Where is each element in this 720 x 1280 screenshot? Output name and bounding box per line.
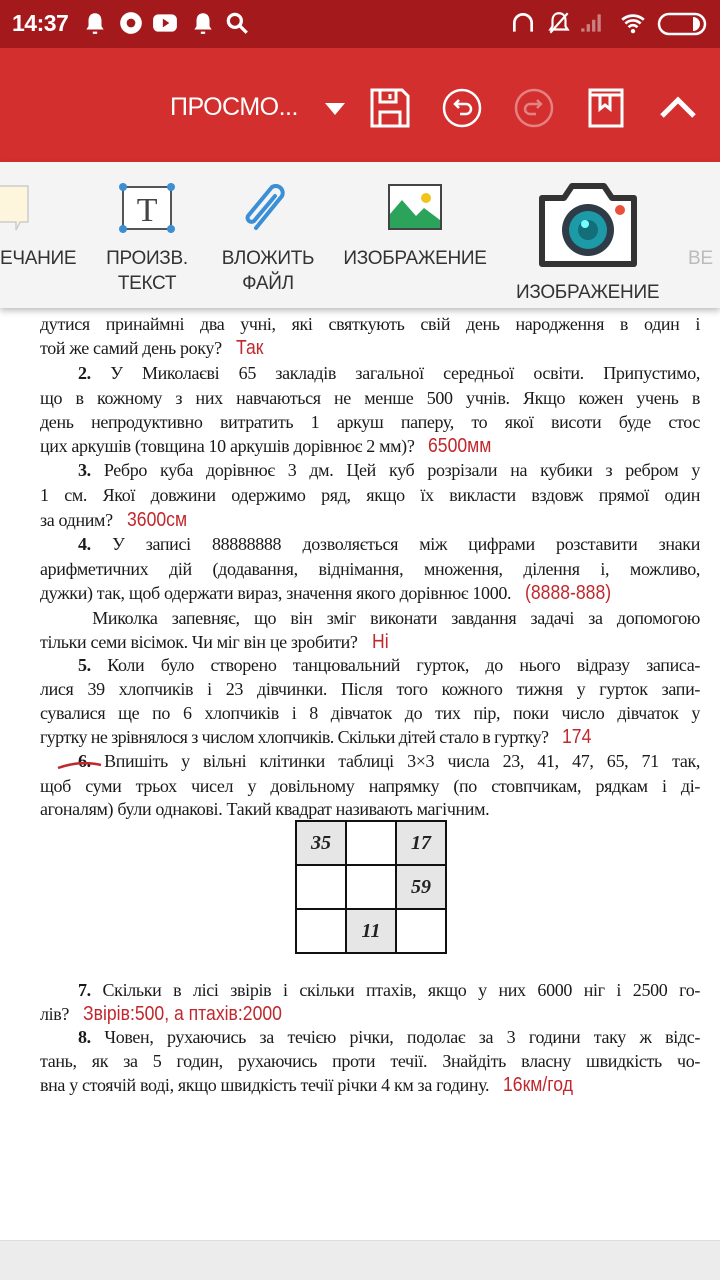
svg-text:T: T xyxy=(136,192,158,229)
text-line xyxy=(40,336,700,360)
bookmark-book-icon[interactable] xyxy=(584,86,628,130)
line-text: сувалися ще по 6 хлопчиків і 8 дівчаток до тих пір, поки число дівчаток у xyxy=(40,703,700,723)
line-text: дужки) так, щоб одержати вираз, значення якого дорівнює 1000. xyxy=(40,583,512,603)
tool-label: ИЗОБРАЖЕНИЕ xyxy=(343,248,487,269)
text-line xyxy=(40,606,700,630)
line-text: гуртку не зрівнялося з числом хлопчиків. Скільки дітей стало в гуртку? xyxy=(40,727,549,747)
handwritten-answer: Ні xyxy=(371,631,389,653)
line-text: Коли було створено танцювальний гурток, до нього відразу записа- xyxy=(90,655,700,675)
text-line xyxy=(40,1002,700,1026)
text-line xyxy=(40,508,700,532)
clock: 14:37 xyxy=(12,10,69,36)
bottom-bar xyxy=(0,1240,720,1280)
status-bar xyxy=(0,0,720,48)
redo-icon[interactable] xyxy=(512,86,556,130)
note-icon xyxy=(0,184,30,234)
problem-number: 3. xyxy=(78,460,91,480)
mode-dropdown-label: ПРОСМО... xyxy=(170,93,298,121)
tool-label: ЕЧАНИЕ xyxy=(0,248,77,269)
line-text: арифметичних дій (додавання, віднімання, множення, ділення і, можливо, xyxy=(40,559,700,579)
magic-square-row xyxy=(296,909,446,953)
alarm-icon xyxy=(190,10,216,36)
magic-square-cell xyxy=(346,821,396,865)
line-text: цих аркушів (товщина 10 аркушів дорівнює 2 мм)? xyxy=(40,436,415,456)
line-text: Миколка запевняє, що він зміг виконати завдання задачі за допомогою xyxy=(92,608,700,628)
tool-camera-image[interactable] xyxy=(510,162,660,308)
problem-number xyxy=(78,608,92,628)
app-toolbar xyxy=(0,48,720,162)
problem-number: 8. xyxy=(78,1027,91,1047)
signal-icon xyxy=(578,10,604,36)
line-text: дутися принаймні два учні, які святкують свій день народження в один і xyxy=(40,314,700,334)
line-text: вна у стоячій воді, якщо швидкість течії річки 4 км за годину. xyxy=(40,1075,490,1095)
text-line xyxy=(40,532,700,556)
line-text: 1 см. Якої довжини одержимо ряд, якщо їх викласти вздовж прямої один xyxy=(40,485,700,505)
line-text: агоналям) були однакові. Такий квадрат називають магічним. xyxy=(40,799,490,819)
annotation-tool-panel xyxy=(0,162,720,308)
magic-square-cell: 17 xyxy=(396,821,446,865)
problem-number: 5. xyxy=(78,655,91,675)
text-line xyxy=(40,1025,700,1049)
tool-image[interactable] xyxy=(340,162,490,308)
problem-number: 4. xyxy=(78,534,91,554)
text-line xyxy=(40,1049,700,1073)
headphones-icon xyxy=(510,10,536,36)
text-line xyxy=(40,701,700,725)
line-text: Впишіть у вільні клітинки таблиці 3×3 числа 23, 41, 47, 65, 71 так, xyxy=(90,751,700,771)
line-text: той же самий день року? xyxy=(40,338,222,358)
red-underline-mark xyxy=(55,758,105,772)
magic-square-row xyxy=(296,821,446,865)
magic-square-table xyxy=(295,820,447,954)
text-line xyxy=(40,725,700,749)
text-line xyxy=(40,581,700,605)
magic-square-cell xyxy=(346,865,396,909)
tool-label: ВЛОЖИТЬ ФАЙЛ xyxy=(221,248,315,294)
text-line xyxy=(40,386,700,410)
collapse-chevron-up-icon[interactable] xyxy=(656,86,700,130)
image-icon xyxy=(388,184,442,230)
line-text: тільки семи вісімок. Чи міг він це зробити? xyxy=(40,632,358,652)
paperclip-icon xyxy=(242,184,292,236)
line-text: за одним? xyxy=(40,510,113,530)
youtube-icon xyxy=(152,10,178,36)
handwritten-answer: 16км/год xyxy=(503,1074,574,1096)
text-line xyxy=(40,458,700,482)
tool-freetext[interactable] xyxy=(98,162,196,308)
handwritten-answer: 174 xyxy=(562,726,592,748)
line-text: Скільки в лісі звірів і скільки птахів, якщо у них 6000 ніг і 2500 го- xyxy=(90,980,700,1000)
handwritten-answer: 6500мм xyxy=(428,435,492,457)
text-line xyxy=(40,361,700,385)
tool-label: ИЗОБРАЖЕНИЕ xyxy=(516,282,660,303)
wifi-icon xyxy=(620,10,646,36)
line-text: Човен, рухаючись за течією річки, подолає за 3 години таку ж відс- xyxy=(90,1027,700,1047)
text-line xyxy=(40,1073,700,1097)
text-line xyxy=(40,312,700,336)
line-text: У Миколаєві 65 закладів загальної середньої освіти. Припустимо, xyxy=(90,363,700,383)
handwritten-answer: Звірів:500, а птахів:2000 xyxy=(83,1003,283,1025)
tool-label: ПРОИЗВ. ТЕКСТ xyxy=(106,248,188,294)
alarm-icon xyxy=(82,10,108,36)
dropdown-arrow-icon xyxy=(324,102,346,116)
text-line xyxy=(40,677,700,701)
tool-note[interactable] xyxy=(0,162,90,308)
text-line xyxy=(40,978,700,1002)
search-icon xyxy=(224,10,250,36)
magic-square-cell: 11 xyxy=(346,909,396,953)
magic-square-cell xyxy=(296,865,346,909)
line-text: день непродуктивно витратить 1 аркуш паперу, то якої висоти буде стос xyxy=(40,412,700,432)
battery-icon xyxy=(657,12,707,36)
problem-number: 7. xyxy=(78,980,91,1000)
text-box-icon xyxy=(118,182,176,234)
line-text: У записі 88888888 дозволяється між цифрами розставити знаки xyxy=(90,534,700,554)
text-line xyxy=(40,410,700,434)
line-text: щоб суми трьох чисел у довільному напрямку (по стовпчикам, рядкам і ді- xyxy=(40,776,700,796)
tool-attach-file[interactable] xyxy=(214,162,322,308)
line-text: Ребро куба дорівнює 3 дм. Цей куб розрізали на кубики з ребром у xyxy=(90,460,700,480)
magic-square-cell xyxy=(396,909,446,953)
magic-square-cell: 59 xyxy=(396,865,446,909)
tool-partial[interactable] xyxy=(688,162,720,308)
save-icon[interactable] xyxy=(368,86,412,130)
text-line xyxy=(40,483,700,507)
tool-label: ВЕ xyxy=(688,248,713,269)
line-text: тань, як за 5 годин, рухаючись проти течії. Знайдіть власну швидкість чо- xyxy=(40,1051,700,1071)
text-line xyxy=(40,653,700,677)
handwritten-answer: 3600см xyxy=(126,509,187,531)
camera-icon xyxy=(538,182,638,268)
problem-number: 6. xyxy=(78,751,91,771)
line-text: лів? xyxy=(40,1004,70,1024)
text-line xyxy=(40,630,700,654)
text-line xyxy=(40,749,700,773)
magic-square-row xyxy=(296,865,446,909)
text-line xyxy=(40,434,700,458)
handwritten-answer: (8888-888) xyxy=(525,582,612,604)
magic-square-cell xyxy=(296,909,346,953)
line-text: що в кожному з них навчаються не менше 500 учнів. Якщо кожен учень в xyxy=(40,388,700,408)
muted-bell-icon xyxy=(546,10,572,36)
text-line xyxy=(40,797,700,821)
chrome-icon xyxy=(118,10,144,36)
text-line xyxy=(40,774,700,798)
handwritten-answer: Так xyxy=(235,337,264,359)
line-text: лися 39 хлопчиків і 23 дівчинки. Після того кожного тижня у гурток запи- xyxy=(40,679,700,699)
problem-number: 2. xyxy=(78,363,91,383)
undo-icon[interactable] xyxy=(440,86,484,130)
magic-square-cell: 35 xyxy=(296,821,346,865)
text-line xyxy=(40,557,700,581)
